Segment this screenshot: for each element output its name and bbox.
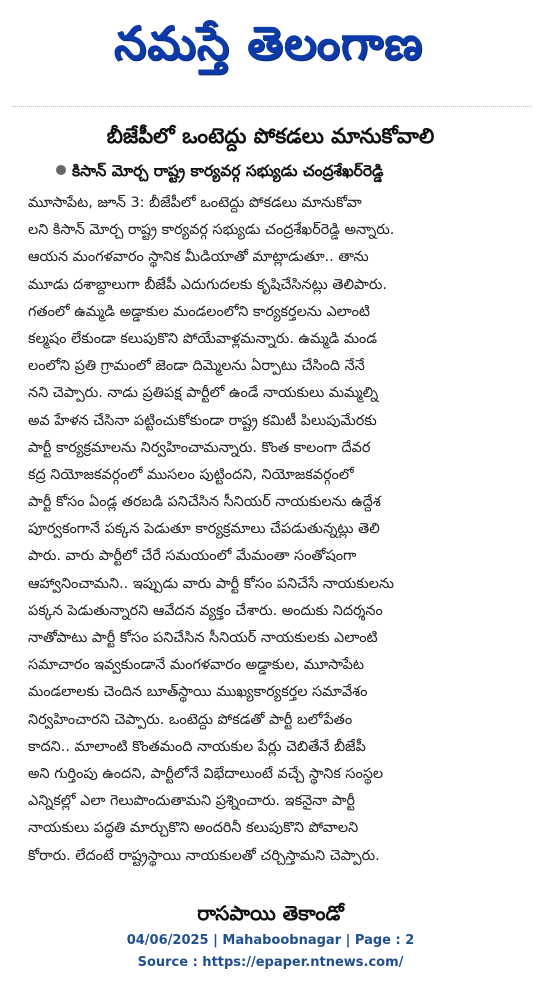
- article-body: [28, 190, 513, 870]
- article-line: అని గుర్తింపు ఉందని, పార్టీలోనే విభేదాలుంటే వచ్చే స్థానిక సంస్థల: [28, 765, 384, 782]
- clipping-cut-line: [12, 98, 532, 107]
- article-line: మండలాలకు చెందిన బూత్‌స్థాయి ముఖ్యకార్యకర్తల సమావేశం: [28, 684, 368, 701]
- article-line: లంలోని ప్రతి గ్రామంలో జెండా దిమ్మెలను ఏర్పాటు చేసింది నేనే: [28, 358, 365, 375]
- footer-date-edition: 04/06/2025 | Mahaboobnagar | Page : 2: [126, 933, 415, 948]
- article-line: కద్ర నియోజకవర్గంలో ముసలం పుట్టిందని, నియోజకవర్గంలో: [28, 466, 354, 483]
- article-line: నిర్వహించారని చెప్పారు. ఒంటెద్దు పోకడతో పార్టీ బలోపేతం: [28, 711, 353, 728]
- article-line: పార్టీ కోసం ఏండ్ల తరబడి పనిచేసిన సీనియర్ నాయకులను ఉద్దేశ: [28, 494, 381, 511]
- masthead-title: నమస్తే తెలంగాణ: [113, 16, 424, 70]
- article-line: లని కిసాన్ మోర్చ రాష్ట్ర కార్యవర్గ సభ్యుడు చంద్రశేఖర్‌రెడ్డి అన్నారు.: [28, 222, 395, 239]
- article-line: నాయకులు పద్ధతి మార్చుకొని అందరినీ కలుపుకొని పోవాలని: [28, 820, 359, 837]
- next-article-headline-fragment: రాసపాయి తెకాండో: [197, 901, 344, 924]
- footer-source: Source : https://epaper.ntnews.com/: [137, 955, 404, 970]
- clipping-footer: [0, 930, 541, 974]
- subhead-text: కిసాన్ మోర్చ రాష్ట్ర కార్యవర్గ సభ్యుడు చంద్రశేఖర్‌రెడ్డి: [72, 162, 384, 180]
- article-line: ఆయన మంగళవారం స్థానిక మీడియాతో మాట్లాడుతూ.. తాను: [28, 249, 369, 266]
- article-line: మూడు దశాబ్దాలుగా బీజేపీ ఎదుగుదలకు కృషిచేసినట్లు తెలిపారు.: [28, 276, 387, 293]
- bullet-icon: [56, 165, 66, 175]
- article-line: మూసాపేట, జూన్ 3: బీజేపీలో ఒంటెద్దు పోకడలు మానుకోవా: [28, 195, 362, 211]
- article-line: కాదని.. మాలాంటి కొంతమంది నాయకుల పేర్లు చెబితేనే బీజేపీ: [28, 738, 366, 755]
- article-line: అవ హేళన చేసినా పట్టించుకోకుండా రాష్ట్ర కమిటీ పిలుపుమేరకు: [28, 412, 377, 429]
- article-line: గతంలో ఉమ్మడి అడ్డాకుల మండలంలోని కార్యకర్తలను ఎలాంటి: [28, 303, 370, 320]
- article-subhead: [56, 158, 536, 184]
- article-line: పక్కన పెడుతున్నారని ఆవేదన వ్యక్తం చేశారు. అందుకు నిదర్శనం: [28, 602, 383, 619]
- article-line: పూర్వకంగానే పక్కన పెడుతూ కార్యక్రమాలు చేపడుతున్నట్లు తెలి: [28, 521, 380, 538]
- article-line: సమాచారం ఇవ్వకుండానే మంగళవారం అడ్డాకుల, మూసాపేట: [28, 657, 364, 674]
- newspaper-masthead: [56, 8, 481, 90]
- article-line: నాతోపాటు పార్టీ కోసం పనిచేసిన సీనియర్ నాయకులకు ఎలాంటి: [28, 630, 378, 646]
- article-line: కల్మషం లేకుండా కలుపుకొని పోయేవాళ్లమన్నారు. ఉమ్మడి మండ: [28, 330, 378, 347]
- article-line: ఆహ్వానించామని.. ఇప్పుడు వారు పార్టీ కోసం పనిచేసే నాయకులను: [28, 575, 395, 592]
- article-line: నని చెప్పారు. నాడు ప్రతిపక్ష పార్టీలో ఉండే నాయకులు మమ్మల్ని: [28, 385, 379, 402]
- article-headline: బీజేపీలో ఒంటెద్దు పోకడలు మానుకోవాలి: [106, 124, 435, 148]
- article-line: కోరారు. లేదంటే రాష్ట్రస్థాయి నాయకులతో చర్చిస్తామని చెప్పారు.: [28, 847, 380, 864]
- article-line: పార్టీ కార్యక్రమాలను నిర్వహించామన్నారు. కొంత కాలంగా దేవర: [28, 439, 371, 456]
- article-line: పారు. వారు పార్టీలో చేరే సమయంలో మేమంతా సంతోషంగా: [28, 548, 357, 565]
- article-line: ఎన్నికల్లో ఎలా గెలుపొందుతామని ప్రశ్నించారు. ఇకనైనా పార్టీ: [28, 793, 356, 810]
